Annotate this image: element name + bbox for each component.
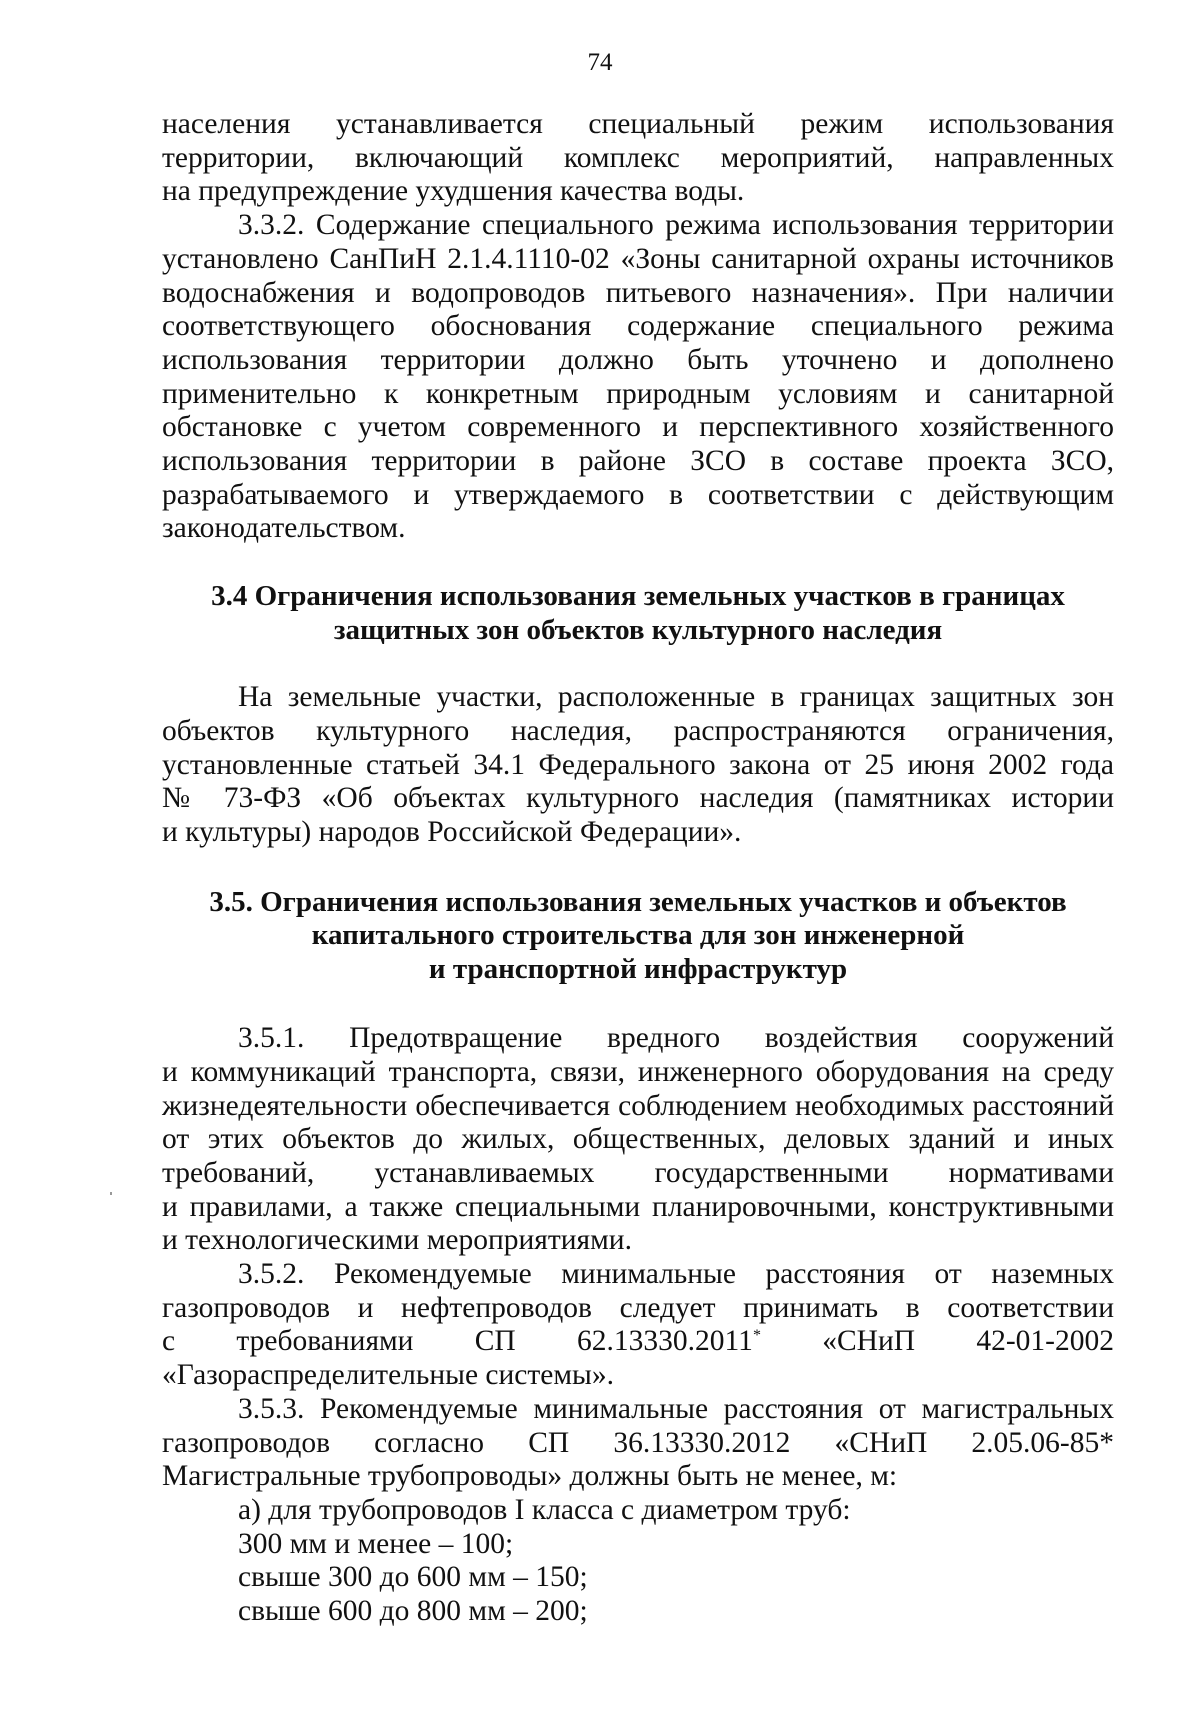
text-segment: «СНиП 42-01-2002 bbox=[760, 1325, 1114, 1358]
text-line: «Газораспределительные системы». bbox=[162, 1359, 614, 1392]
text-line: и технологическими мероприятиями. bbox=[162, 1224, 632, 1257]
text-line: На земельные участки, расположенные в границах защитных зон bbox=[238, 681, 1114, 714]
paragraph-3-3-2 bbox=[162, 209, 1114, 546]
text-line: населения устанавливается специальный режим использования bbox=[162, 108, 1114, 140]
text-line: применительно к конкретным природным условиям и санитарной bbox=[162, 377, 1114, 410]
text-line: обстановке с учетом современного и перспективного хозяйственного bbox=[162, 411, 1114, 444]
text-line: на предупреждение ухудшения качества воды. bbox=[162, 175, 745, 208]
document-body bbox=[162, 108, 1114, 1629]
text-line: объектов культурного наследия, распространяются ограничения, bbox=[162, 714, 1114, 747]
text-line: от этих объектов до жилых, общественных, деловых зданий и иных bbox=[162, 1123, 1114, 1156]
text-line: жизнедеятельности обеспечивается соблюдением необходимых расстояний bbox=[162, 1089, 1114, 1122]
heading-line: 3.5. Ограничения использования земельных участков и объектов bbox=[209, 885, 1067, 918]
text-line: разрабатываемого и утверждаемого в соответствии с действующим bbox=[162, 478, 1114, 511]
page-number: 74 bbox=[587, 49, 613, 76]
text-line: 3.5.1. Предотвращение вредного воздействия сооружений bbox=[238, 1022, 1114, 1055]
section-heading-3-5 bbox=[162, 886, 1114, 987]
text-segment: с требованиями СП 62.13330.2011 bbox=[162, 1325, 753, 1358]
text-line: и коммуникаций транспорта, связи, инженерного оборудования на среду bbox=[162, 1055, 1114, 1088]
text-line: установлено СанПиН 2.1.4.1110-02 «Зоны санитарной охраны источников bbox=[162, 242, 1114, 275]
text-line: № 73-ФЗ «Об объектах культурного наследия (памятниках истории bbox=[162, 782, 1114, 815]
list-item: 300 мм и менее – 100; bbox=[238, 1527, 514, 1560]
paragraph-3-5-1 bbox=[162, 1022, 1114, 1258]
text-line-with-footnote bbox=[162, 1325, 1114, 1359]
paragraph-3-5-3 bbox=[162, 1393, 1114, 1494]
text-line: и правилами, а также специальными планировочными, конструктивными bbox=[162, 1190, 1114, 1223]
distance-list bbox=[162, 1494, 1114, 1629]
list-item: свыше 600 до 800 мм – 200; bbox=[238, 1595, 588, 1628]
heading-line: защитных зон объектов культурного наследия bbox=[333, 613, 943, 646]
section-heading-3-4 bbox=[162, 580, 1114, 647]
text-line: территории, включающий комплекс мероприятий, направленных bbox=[162, 141, 1114, 174]
text-line: водоснабжения и водопроводов питьевого назначения». При наличии bbox=[162, 276, 1114, 309]
text-line: установленные статьей 34.1 Федерального закона от 25 июня 2002 года bbox=[162, 748, 1114, 781]
text-line: газопроводов согласно СП 36.13330.2012 «СНиП 2.05.06-85* bbox=[162, 1426, 1114, 1459]
paragraph-continuation bbox=[162, 108, 1114, 209]
text-line: соответствующего обоснования содержание специального режима bbox=[162, 310, 1114, 343]
paragraph-3-4 bbox=[162, 681, 1114, 850]
paragraph-3-5-2 bbox=[162, 1258, 1114, 1393]
scan-mark bbox=[110, 1192, 112, 1195]
list-item: свыше 300 до 600 мм – 150; bbox=[238, 1561, 588, 1594]
heading-line: и транспортной инфраструктур bbox=[428, 952, 848, 985]
text-line: 3.3.2. Содержание специального режима использования территории bbox=[238, 209, 1114, 242]
footnote-asterisk: * bbox=[752, 1327, 761, 1345]
list-item: а) для трубопроводов I класса с диаметром труб: bbox=[238, 1494, 851, 1526]
text-line: законодательством. bbox=[162, 512, 406, 545]
text-line: и культуры) народов Российской Федерации». bbox=[162, 815, 742, 848]
text-line: 3.5.2. Рекомендуемые минимальные расстояния от наземных bbox=[238, 1258, 1114, 1291]
text-line: требований, устанавливаемых государственными нормативами bbox=[162, 1156, 1114, 1189]
text-line: использования территории в районе ЗСО в составе проекта ЗСО, bbox=[162, 445, 1114, 478]
text-line: Магистральные трубопроводы» должны быть не менее, м: bbox=[162, 1460, 898, 1493]
text-line: газопроводов и нефтепроводов следует принимать в соответствии bbox=[162, 1291, 1114, 1324]
heading-line: 3.4 Ограничения использования земельных участков в границах bbox=[211, 580, 1065, 613]
text-line: использования территории должно быть уточнено и дополнено bbox=[162, 343, 1114, 376]
heading-line: капитального строительства для зон инженерной bbox=[311, 919, 965, 952]
text-line: 3.5.3. Рекомендуемые минимальные расстояния от магистральных bbox=[238, 1392, 1114, 1425]
